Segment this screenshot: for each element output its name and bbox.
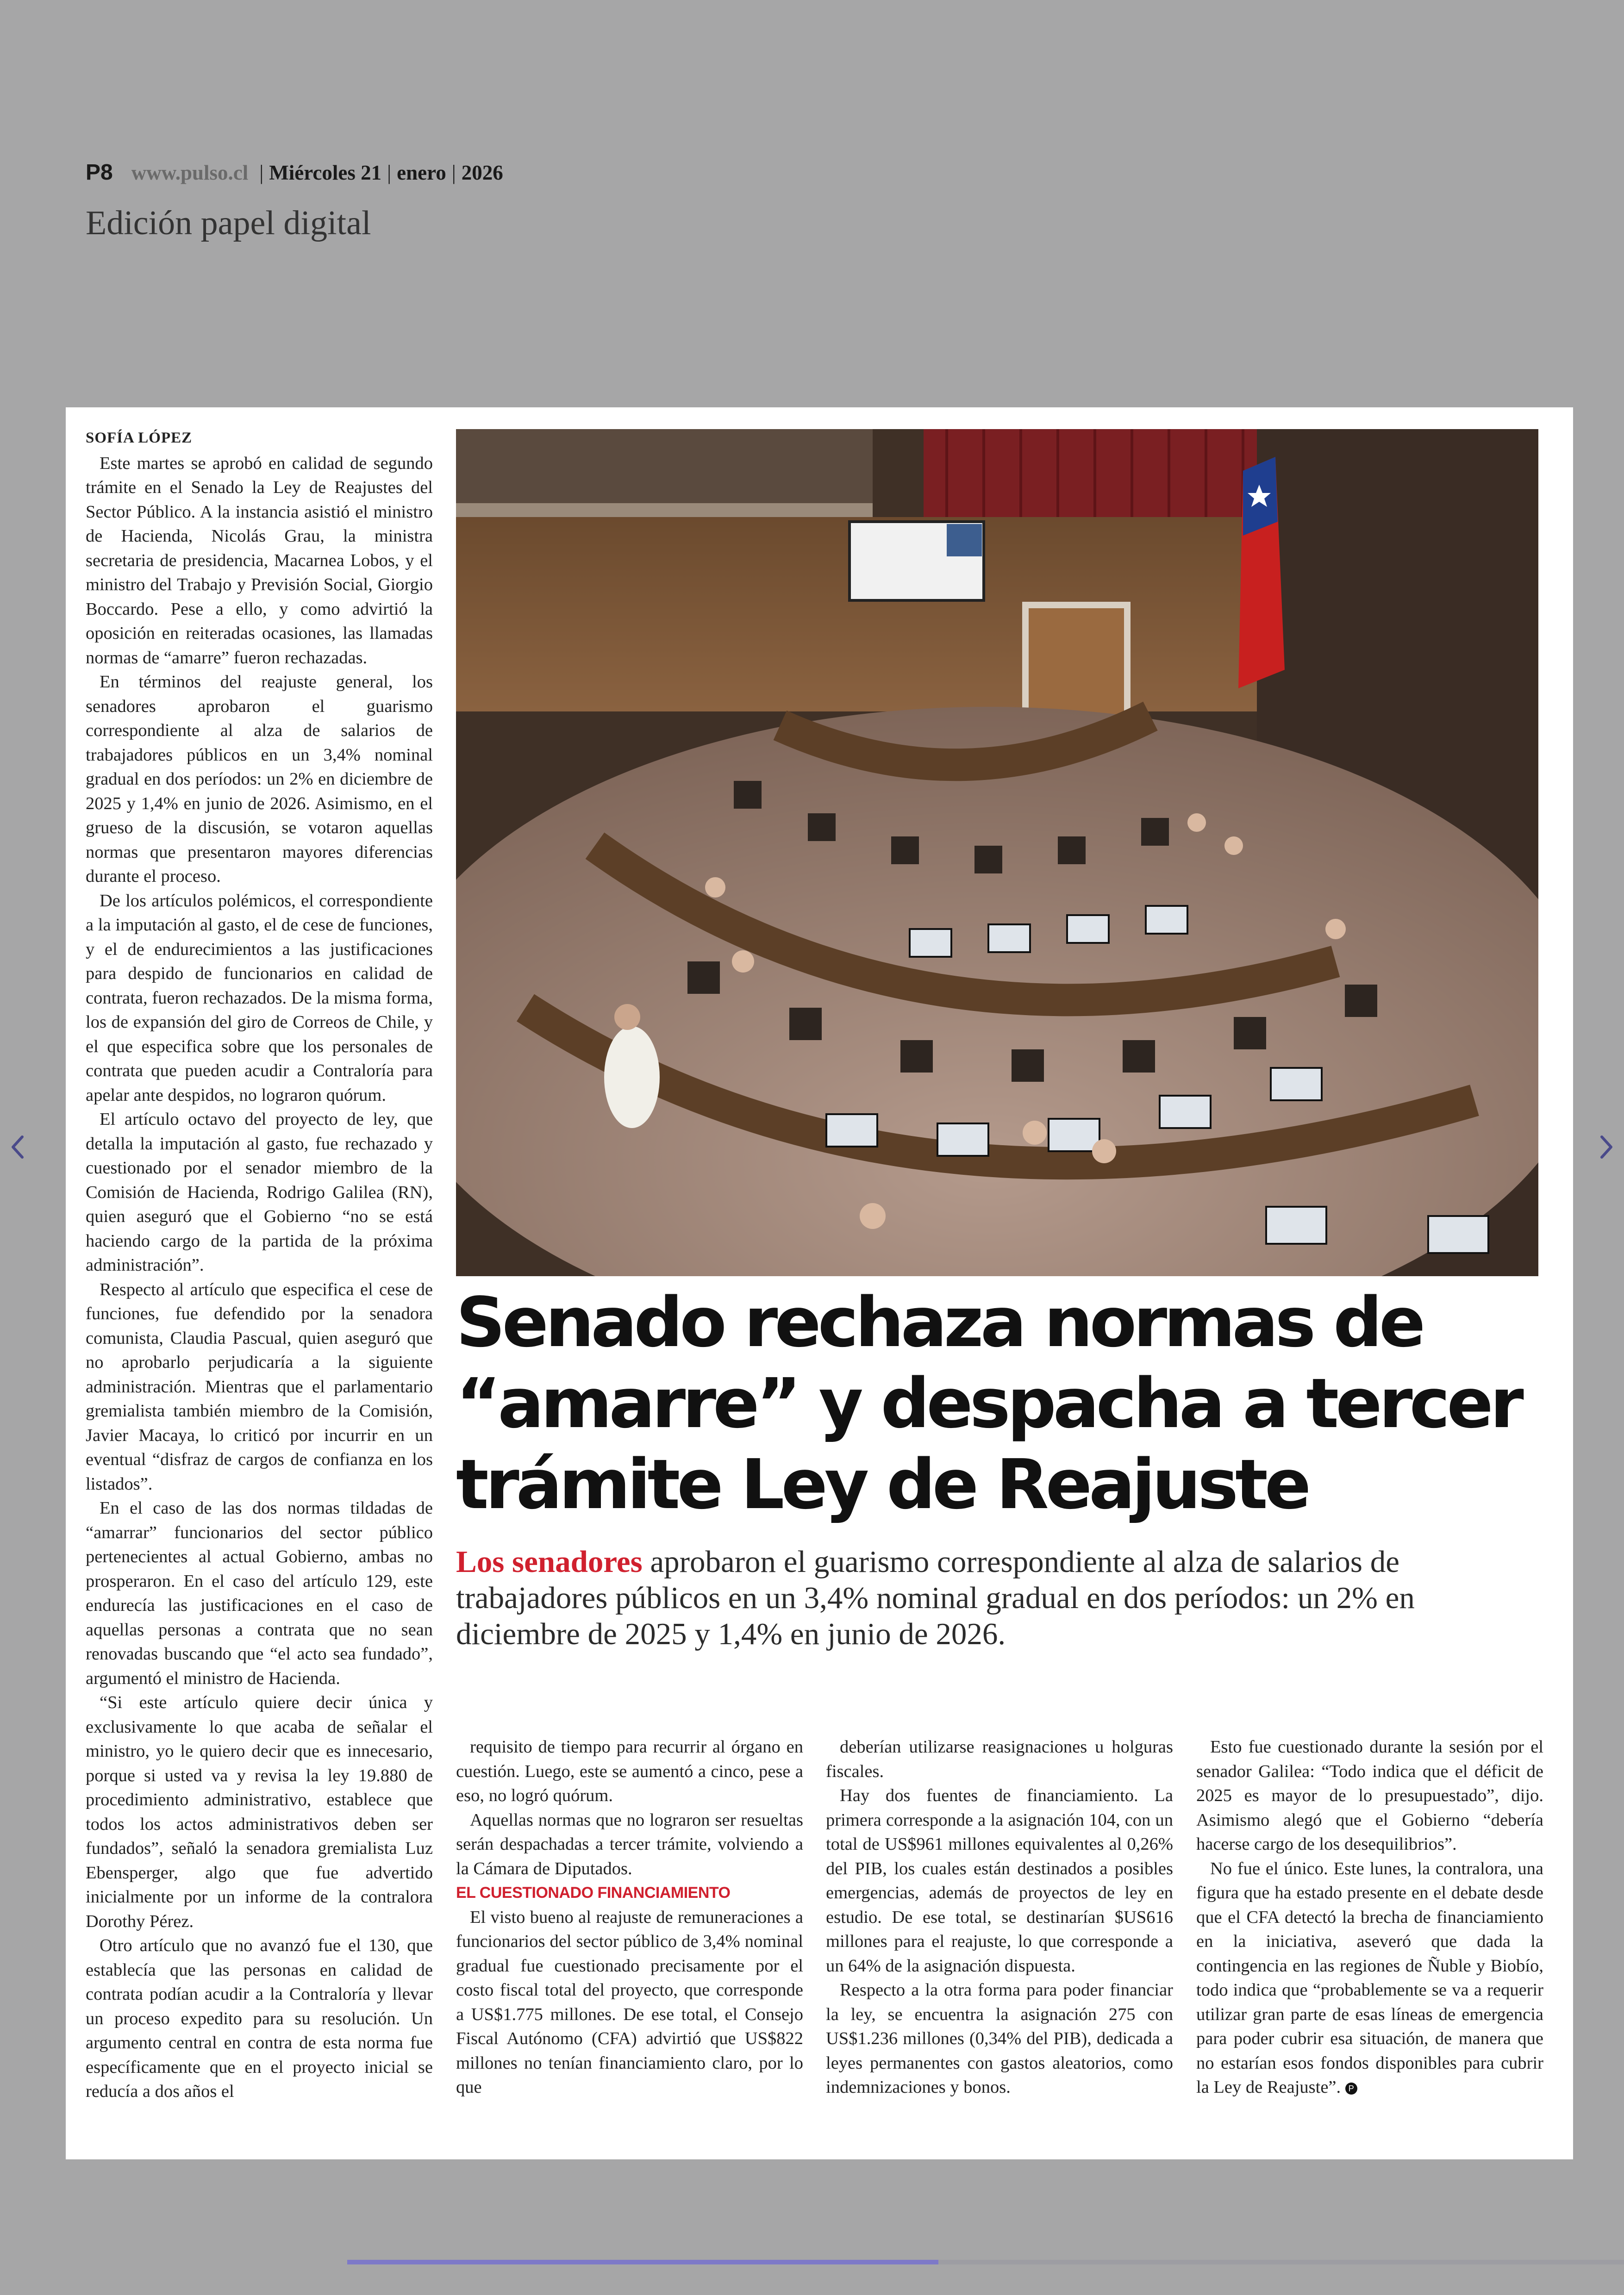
byline: SOFÍA LÓPEZ [86,430,193,446]
article-paragraph: El artículo octavo del proyecto de ley, que detalla la imputación al gasto, fue rechazado y cuestionado por el senador miembro de la Comisión de Hacienda, Rodrigo Galilea (RN), quien aseguró que el Gobierno “no se está haciendo cargo de la partida de la próxima administración”. [86,1110,433,1275]
article-paragraph: Hay dos fuentes de financiamiento. La primera corresponde a la asignación 104, con un total de US$961 millones equivalentes al 0,26% del PIB, los cuales están destinados a posibles emergencias, además de proyectos de ley en estudio. De ese total, se destinarían $US616 millones para el reajuste, lo que corresponde a un 64% de la asignación dispuesta. [826,1786,1173,1976]
page-progress-fill [347,2260,938,2264]
senate-chamber-photo [456,429,1538,1276]
article-column-3 [826,1735,1173,2100]
article-column-4 [1196,1735,1543,2100]
end-mark-icon: P [1345,2083,1357,2095]
article-paragraph: deberían utilizarse reasignaciones u holguras fiscales. [826,1737,1173,1781]
masthead [86,160,503,185]
article-paragraph: Este martes se aprobó en calidad de segundo trámite en el Senado la Ley de Reajustes del Sector Público. A la instancia asistió el ministro de Hacienda, Nicolás Grau, la ministra secretaria de presidencia, Macarnea Lobos, y el ministro del Trabajo y Previsión Social, Giorgio Boccardo. Pese a ello, y como advirtió la oposición en reiteradas ocasiones, las llamadas normas de “amarre” fueron rechazadas. [86,453,433,667]
article-paragraph: “Si este artículo quiere decir única y exclusivamente lo que acaba de señalar el ministro, yo le quiero decir que es innecesario, porque si usted va y revisa la ley 19.880 de procedimiento administrativo, establece que todos los actos administrativos deben ser fundados”, señaló la senadora gremialista Luz Ebensperger, algo que fue advertido inicialmente por un informe de la contralora Dorothy Pérez. [86,1693,433,1931]
article-paragraph: Respecto al artículo que especifica el cese de funciones, fue defendido por la senadora comunista, Claudia Pascual, quien aseguró que no aprobarlo perjudicaría a la siguiente administración. Mientras que el parlamentario gremialista también miembro de la Comisión, Javier Macaya, lo criticó por incurrir en un eventual “disfraz de cargos de confianza en los listados”. [86,1279,433,1494]
column-4-paragraphs [1196,1735,1543,2100]
column-3-paragraphs [826,1735,1173,2100]
column-1-paragraphs [86,451,433,2104]
date-month: enero [397,161,446,184]
date-year: 2026 [461,161,503,184]
date-day: Miércoles 21 [269,161,382,184]
article-paragraph: De los artículos polémicos, el correspondiente a la imputación al gasto, el de cese de funciones, y el de endurecimientos a las justificaciones para despido de funcionarios en calidad de contrata, fueron rechazados. De la misma forma, los de expansión del giro de Correos de Chile, y el que especifica sobre que los personales de contrata que pueden acudir a Contraloría para apelar ante despidos, no lograron quórum. [86,891,433,1105]
article-paragraph: Otro artículo que no avanzó fue el 130, que establecía que las personas en calidad de contrata podían acudir a la Contraloría y llevar un proceso expedito para su resolución. Un argumento central en contra de esta norma fue específicamente que en el proyecto inicial se reducía a dos años el [86,1936,433,2101]
deck-text: aprobaron el guarismo correspondiente al alza de salarios de trabajadores públicos en un 3,4% nominal gradual en dos períodos: un 2% en diciembre de 2025 y 1,4% en junio de 2026. [456,1545,1415,1651]
article-paragraph: El visto bueno al reajuste de remuneraciones a funcionarios del sector público de 3,4% nominal gradual fue cuestionado precisamente por el costo fiscal total del proyecto, que corresponde a US$1.775 millones. De ese total, el Consejo Fiscal Autónomo (CFA) advirtió que US$822 millones no tenían financiamiento claro, por lo que [456,1907,803,2097]
deck-lead: Los senadores [456,1545,643,1579]
photo-illustration [456,429,1538,1276]
deck [456,1544,1539,1652]
column-2b-paragraphs [456,1905,803,2100]
separator: | [387,161,392,184]
article-column-1 [86,426,433,2104]
article-paragraph: requisito de tiempo para recurrir al órgano en cuestión. Luego, este se aumentó a cinco, pese a eso, no logró quórum. [456,1737,803,1805]
separator: | [451,161,456,184]
separator: | [259,161,264,184]
article-paragraph: Respecto a la otra forma para poder financiar la ley, se encuentra la asignación 275 con US$1.236 millones (0,34% del PIB), dedicada a leyes permanentes con gastos aleatorios, como indemnizaciones y bonos. [826,1980,1173,2097]
page-number: P8 [86,160,113,185]
column-2-paragraphs [456,1735,803,1881]
article-paragraph: Aquellas normas que no lograron ser resueltas serán despachadas a tercer trámite, volviendo a la Cámara de Diputados. [456,1810,803,1878]
chevron-left-icon[interactable] [8,1133,27,1161]
site-url: www.pulso.cl [131,161,249,184]
edition-title: Edición papel digital [86,204,371,242]
article-paragraph: En términos del reajuste general, los senadores aprobaron el guarismo correspondiente al alza de salarios de trabajadores públicos en un 3,4% nominal gradual en dos períodos: un 2% en diciembre de 2025 y 1,4% en junio de 2026. Asimismo, en el grueso de la discusión, se votaron aquellas normas que presentaron mayores diferencias durante el proceso. [86,672,433,886]
article-paragraph: No fue el único. Este lunes, la contralora, una figura que ha estado presente en el debate desde que el CFA detectó la brecha de financiamiento en la iniciativa, aseveró que dada la contingencia en las regiones de Ñuble y Biobío, todo indica que “probablemente se va a requerir utilizar gran parte de esas líneas de emergencia para poder cubrir esa situación, de manera que no estarían esos fondos disponibles para cubrir la Ley de Reajuste”. P [1196,1858,1543,2097]
article-column-2 [456,1735,803,2100]
headline: Senado rechaza normas de “amarre” y despacha a tercer trámite Ley de Reajuste [456,1283,1521,1524]
section-subhead: EL CUESTIONADO FINANCIAMIENTO [456,1884,731,1902]
article-paragraph: Esto fue cuestionado durante la sesión por el senador Galilea: “Todo indica que el déficit de 2025 es mayor de lo presupuestado”, dijo. Asimismo alegó que el Gobierno “debería hacerse cargo de los desequilibrios”. [1196,1737,1543,1854]
chevron-right-icon[interactable] [1597,1133,1616,1161]
article-paragraph: En el caso de las dos normas tildadas de “amarrar” funcionarios del sector público pertenecientes al actual Gobierno, ambas no prosperaron. En el caso del artículo 129, este endurecía las justificaciones en el caso de aquellas personas a contrata que no sean renovadas buscando que “el acto sea fundado”, argumentó el ministro de Hacienda. [86,1498,433,1688]
